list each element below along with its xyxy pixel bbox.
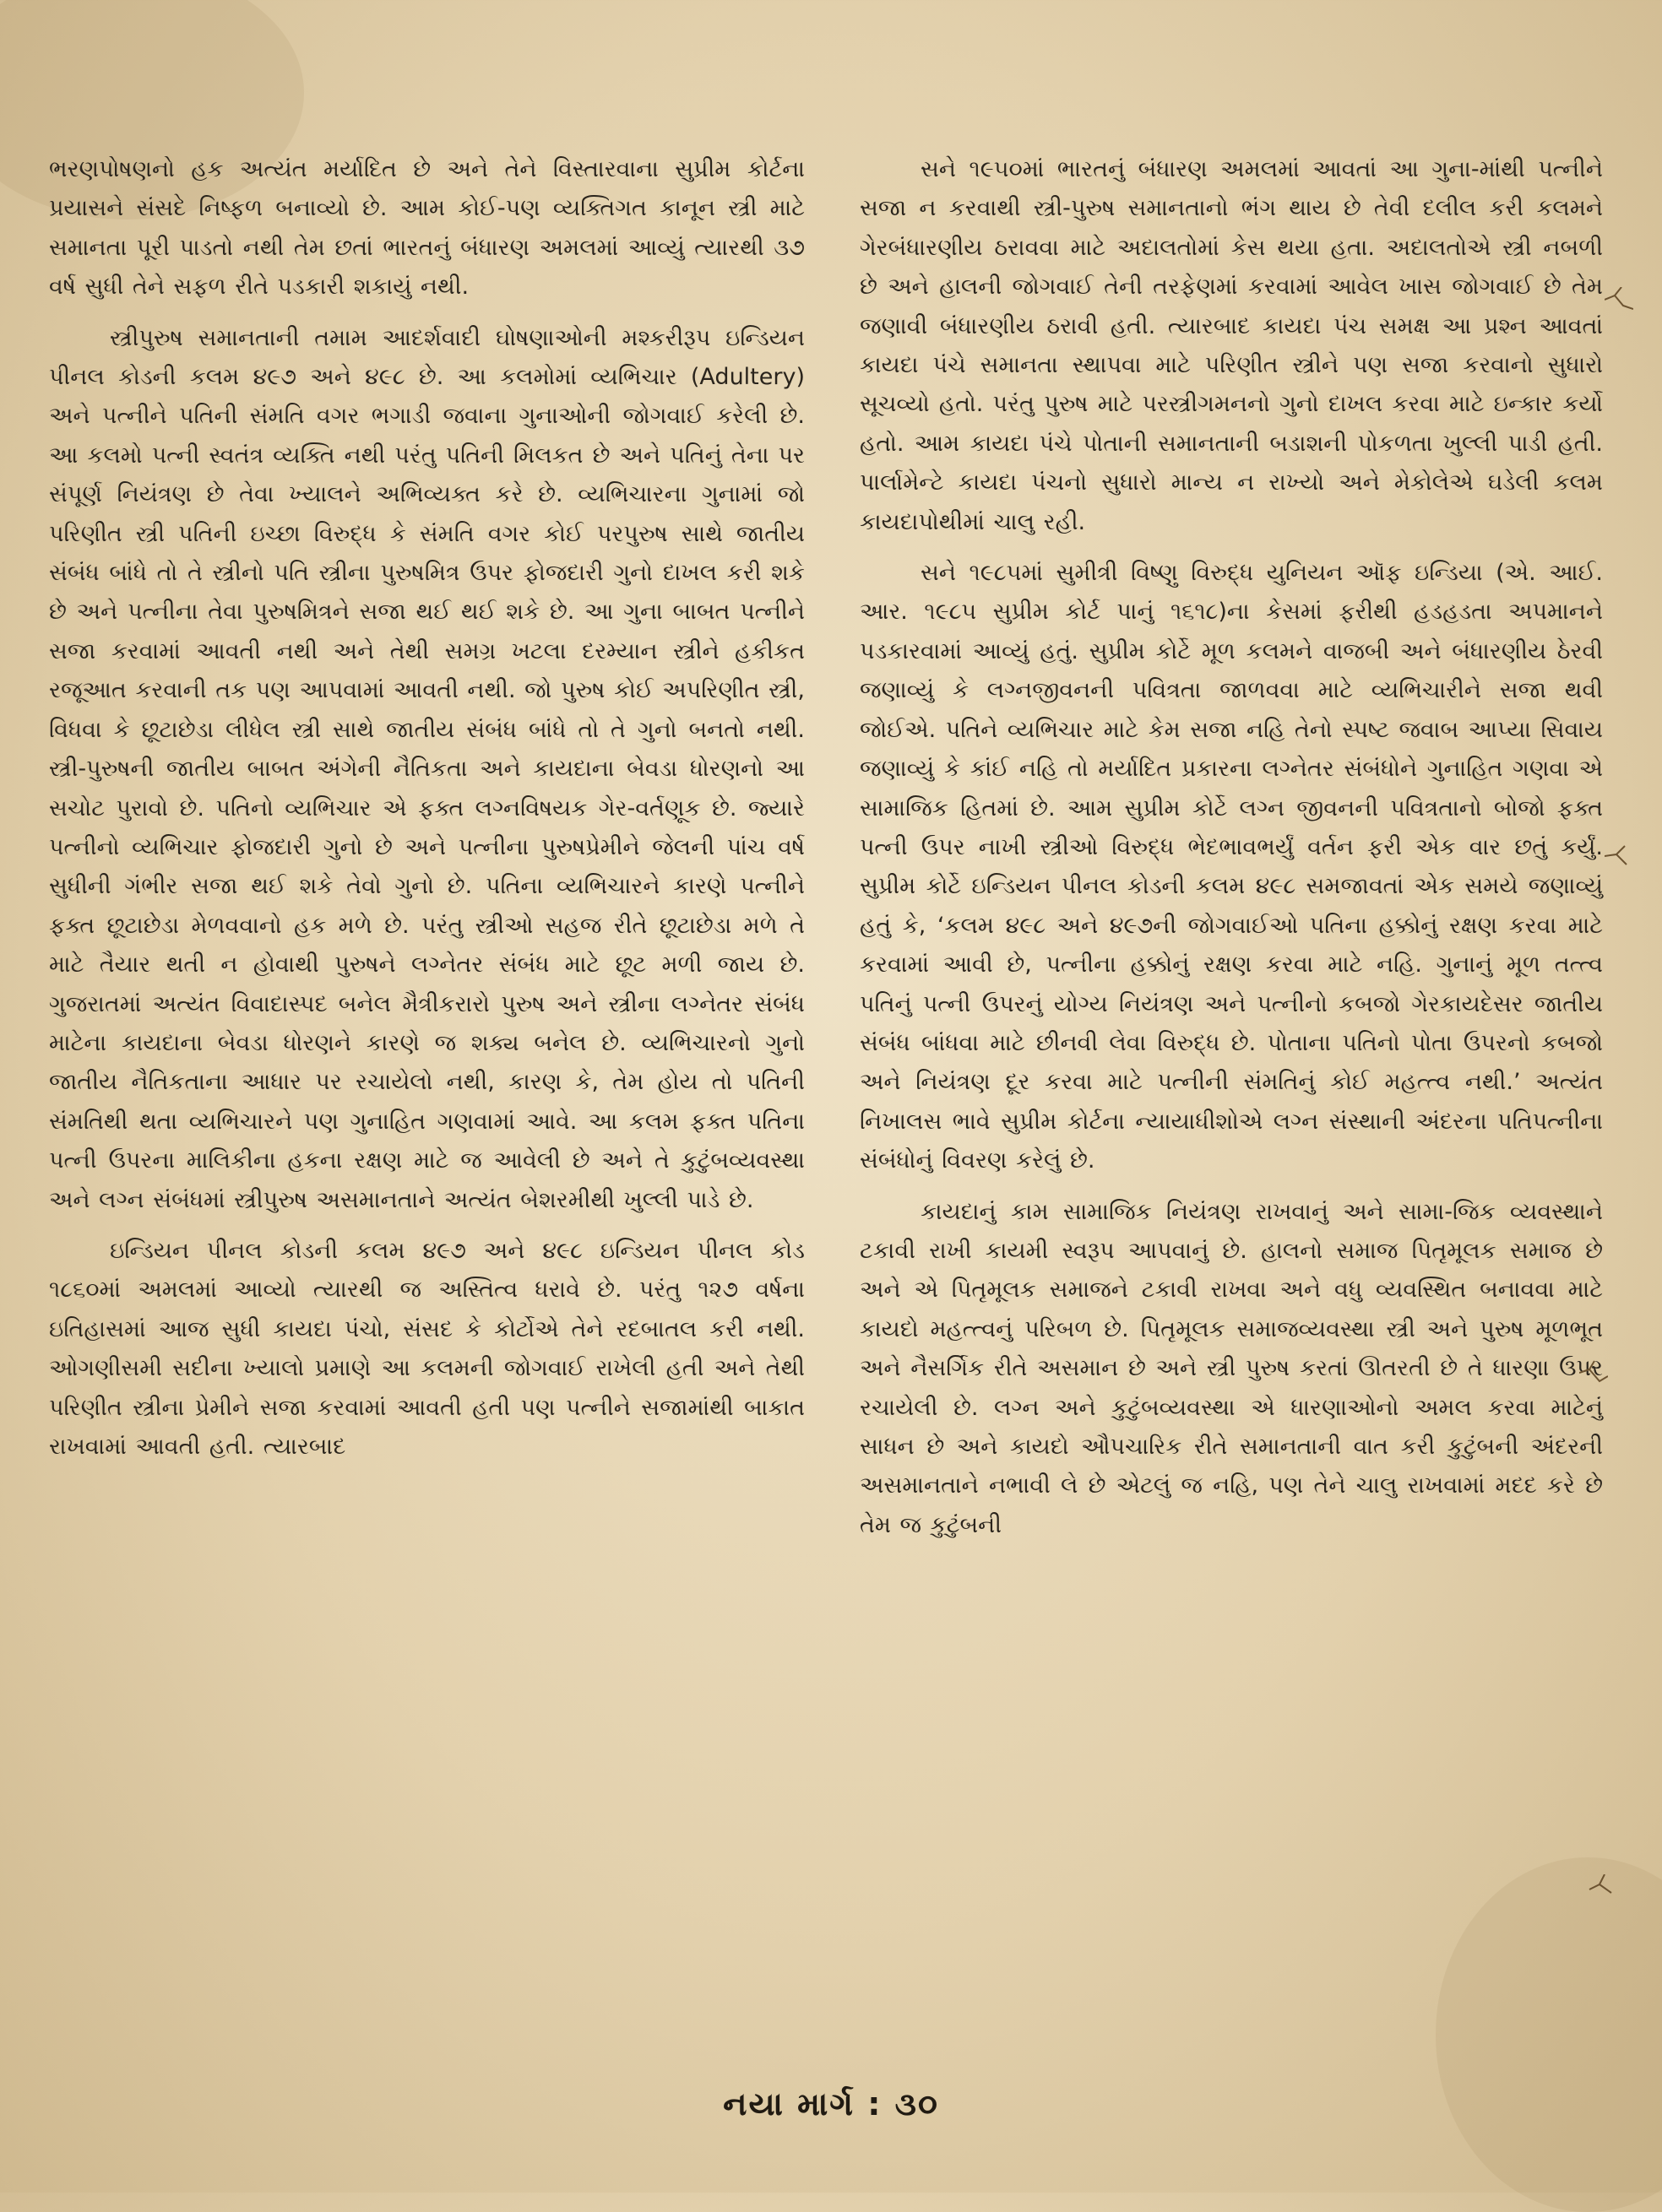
page-footer: નયા માર્ગ : ૩૦ (723, 2085, 939, 2123)
paragraph: કાયદાનું કામ સામાજિક નિયંત્રણ રાખવાનું અને સામા-જિક વ્યવસ્થાને ટકાવી રાખી કાયમી સ્વરૂપ આપવાનું છે. હાલનો સમાજ પિતૃમૂલક સમાજ છે અને એ પિતૃમૂલક સમાજને ટકાવી રાખવા અને વધુ વ્યવસ્થિત બનાવવા માટે કાયદો મહત્ત્વનું પરિબળ છે. પિતૃમૂલક સમાજવ્યવસ્થા સ્ત્રી અને પુરુષ મૂળભૂત અને નૈસર્ગિક રીતે અસમાન છે અને સ્ત્રી પુરુષ કરતાં ઊતરતી છે તે ધારણા ઉપર રચાયેલી છે. લગ્ન અને કુટુંબવ્યવસ્થા એ ધારણાઓનો અમલ કરવા માટેનું સાધન છે અને કાયદો ઔપચારિક રીતે સમાનતાની વાત કરી કુટુંબની અંદરની અસમાનતાને નભાવી લે છે એટલું જ નહિ, પણ તેને ચાલુ રાખવામાં મદદ કરે છે તેમ જ કુટુંબની (860, 1198, 1603, 1538)
paper-tear-icon (1588, 1874, 1616, 1900)
paragraph: ભરણપોષણનો હક અત્યંત મર્યાદિત છે અને તેને વિસ્તારવાના સુપ્રીમ કોર્ટના પ્રયાસને સંસદે નિષ્ફળ બનાવ્યો છે. આમ કોઈ-પણ વ્યક્તિગત કાનૂન સ્ત્રી માટે સમાનતા પૂરી પાડતો નથી તેમ છતાં ભારતનું બંધારણ અમલમાં આવ્યું ત્યારથી ૩૭ વર્ષ સુધી તેને સફળ રીતે પડકારી શકાયું નથી. (49, 156, 805, 301)
paragraph: સ્ત્રીપુરુષ સમાનતાની તમામ આદર્શવાદી ઘોષણાઓની મશ્કરીરૂપ ઇન્ડિયન પીનલ કોડની કલમ ૪૯૭ અને ૪૯૮ છે. આ કલમોમાં વ્યભિચાર (Adultery) અને પત્નીને પતિની સંમતિ વગર ભગાડી જવાના ગુનાઓની જોગવાઈ કરેલી છે. આ કલમો પત્ની સ્વતંત્ર વ્યક્તિ નથી પરંતુ પતિની મિલકત છે અને પતિનું તેના પર સંપૂર્ણ નિયંત્રણ છે તેવા ખ્યાલને અભિવ્યક્ત કરે છે. વ્યભિચારના ગુનામાં જો પરિણીત સ્ત્રી પતિની ઇચ્છા વિરુદ્ધ કે સંમતિ વગર કોઈ પરપુરુષ સાથે જાતીય સંબંધ બાંધે તો તે સ્ત્રીનો પતિ સ્ત્રીના પુરુષમિત્ર ઉપર ફોજદારી ગુનો દાખલ કરી શકે છે અને પત્નીના તેવા પુરુષમિત્રને સજા થઈ થઈ શકે છે. આ ગુના બાબત પત્નીને સજા કરવામાં આવતી નથી અને તેથી સમગ્ર ખટલા દરમ્યાન સ્ત્રીને હકીકત રજૂઆત કરવાની તક પણ આપવામાં આવતી નથી. જો પુરુષ કોઈ અપરિણીત સ્ત્રી, વિધવા કે છૂટાછેડા લીધેલ સ્ત્રી સાથે જાતીય સંબંધ બાંધે તો તે ગુનો બનતો નથી. સ્ત્રી-પુરુષની જાતીય બાબત અંગેની નૈતિકતા અને કાયદાના બેવડા ધોરણનો આ સચોટ પુરાવો છે. પતિનો વ્યભિચાર એ ફક્ત લગ્નવિષયક ગેર-વર્તણૂક છે. જ્યારે પત્નીનો વ્યભિચાર ફોજદારી ગુનો છે અને પત્નીના પુરુષપ્રેમીને જેલની પાંચ વર્ષ સુધીની ગંભીર સજા થઈ શકે તેવો ગુનો છે. પતિના વ્યભિચારને કારણે પત્નીને ફક્ત છૂટાછેડા મેળવવાનો હક મળે છે. પરંતુ સ્ત્રીઓ સહજ રીતે છૂટાછેડા મળે તે માટે તૈયાર થતી ન હોવાથી પુરુષને લગ્નેતર સંબંધ માટે છૂટ મળી જાય છે. ગુજરાતમાં અત્યંત વિવાદાસ્પદ બનેલ મૈત્રીકરારો પુરુષ અને સ્ત્રીના લગ્નેતર સંબંધ માટેના કાયદાના બેવડા ધોરણને કારણે જ શક્ય બનેલ છે. વ્યભિચારનો ગુનો જાતીય નૈતિકતાના આધાર પર રચાયેલો નથી, કારણ કે, તેમ હોય તો પતિની સંમતિથી થતા વ્યભિચારને પણ ગુનાહિત ગણવામાં આવે. આ કલમ ફક્ત પતિના પત્ની ઉપરના માલિકીના હકના રક્ષણ માટે જ આવેલી છે અને તે કુટુંબવ્યવસ્થા અને લગ્ન સંબંધમાં સ્ત્રીપુરુષ અસમાનતાને અત્યંત બેશરમીથી ખુલ્લી પાડે છે. (49, 324, 805, 1213)
paragraph: સને ૧૯૮૫માં સુમીત્રી વિષ્ણુ વિરુદ્ધ યુનિયન ઑફ ઇન્ડિયા (એ. આઈ. આર. ૧૯૮૫ સુપ્રીમ કોર્ટ પાનું ૧૬૧૮)ના કેસમાં ફરીથી હડહડતા અપમાનને પડકારવામાં આવ્યું હતું. સુપ્રીમ કોર્ટે મૂળ કલમને વાજબી અને બંધારણીય ઠેરવી જણાવ્યું કે લગ્નજીવનની પવિત્રતા જાળવવા માટે વ્યભિચારીને સજા થવી જોઈએ. પતિને વ્યભિચાર માટે કેમ સજા નહિ તેનો સ્પષ્ટ જવાબ આપ્યા સિવાય જણાવ્યું કે કાંઈ નહિ તો મર્યાદિત પ્રકારના લગ્નેતર સંબંધોને ગુનાહિત ગણવા એ સામાજિક હિતમાં છે. આમ સુપ્રીમ કોર્ટે લગ્ન જીવનની પવિત્રતાનો બોજો ફક્ત પત્ની ઉપર નાખી સ્ત્રીઓ વિરુદ્ધ ભેદભાવભર્યું વર્તન ફરી એક વાર છતું કર્યું. સુપ્રીમ કોર્ટે ઇન્ડિયન પીનલ કોડની કલમ ૪૯૮ સમજાવતાં એક સમયે જણાવ્યું હતું કે, ‘કલમ ૪૯૮ અને ૪૯૭ની જોગવાઈઓ પતિના હક્કોનું રક્ષણ કરવા માટે કરવામાં આવી છે, પત્નીના હક્કોનું રક્ષણ કરવા માટે નહિ. ગુનાનું મૂળ તત્ત્વ પતિનું પત્ની ઉપરનું યોગ્ય નિયંત્રણ અને પત્નીનો કબજો ગેરકાયદેસર જાતીય સંબંધ બાંધવા માટે છીનવી લેવા વિરુદ્ધ છે. પોતાના પતિનો પોતા ઉપરનો કબજો અને નિયંત્રણ દૂર કરવા માટે પત્નીની સંમતિનું કોઈ મહત્ત્વ નથી.’ અત્યંત નિખાલસ ભાવે સુપ્રીમ કોર્ટના ન્યાયાધીશોએ લગ્ન સંસ્થાની અંદરના પતિપત્નીના સંબંધોનું વિવરણ કરેલું છે. (860, 560, 1603, 1174)
paragraph: સને ૧૯૫૦માં ભારતનું બંધારણ અમલમાં આવતાં આ ગુના-માંથી પત્નીને સજા ન કરવાથી સ્ત્રી-પુરુષ સમાનતાનો ભંગ થાય છે તેવી દલીલ કરી કલમને ગેરબંધારણીય ઠરાવવા માટે અદાલતોમાં કેસ થયા હતા. અદાલતોએ સ્ત્રી નબળી છે અને હાલની જોગવાઈ તેની તરફેણમાં કરવામાં આવેલ ખાસ જોગવાઈ છે તેમ જણાવી બંધારણીય ઠરાવી હતી. ત્યારબાદ કાયદા પંચ સમક્ષ આ પ્રશ્ન આવતાં કાયદા પંચે સમાનતા સ્થાપવા માટે પરિણીત સ્ત્રીને પણ સજા કરવાનો સુધારો સૂચવ્યો હતો. પરંતુ પુરુષ માટે પરસ્ત્રીગમનનો ગુનો દાખલ કરવા માટે ઇન્કાર કર્યો હતો. આમ કાયદા પંચે પોતાની સમાનતાની બડાશની પોકળતા ખુલ્લી પાડી હતી. પાર્લામેન્ટે કાયદા પંચનો સુધારો માન્ય ન રાખ્યો અને મેકોલેએ ઘડેલી કલમ કાયદાપોથીમાં ચાલુ રહી. (860, 156, 1603, 535)
paper-tear-icon (1579, 1359, 1608, 1385)
paper-tear-icon (1605, 287, 1633, 312)
paragraph: ઇન્ડિયન પીનલ કોડની કલમ ૪૯૭ અને ૪૯૮ ઇન્ડિયન પીનલ કોડ ૧૮૬૦માં અમલમાં આવ્યો ત્યારથી જ અસ્તિત્વ ધરાવે છે. પરંતુ ૧૨૭ વર્ષના ઇતિહાસમાં આજ સુધી કાયદા પંચો, સંસદ કે કોર્ટોએ તેને રદબાતલ કરી નથી. ઓગણીસમી સદીના ખ્યાલો પ્રમાણે આ કલમની જોગવાઈ રાખેલી હતી અને તેથી પરિણીત સ્ત્રીના પ્રેમીને સજા કરવામાં આવતી હતી પણ પત્નીને સજામાંથી બાકાત રાખવામાં આવતી હતી. ત્યારબાદ (49, 1237, 805, 1460)
right-column (860, 150, 1603, 1557)
paper-tear-icon (1605, 844, 1633, 870)
left-column (49, 150, 805, 1478)
paper-stain (1436, 1857, 1662, 2212)
